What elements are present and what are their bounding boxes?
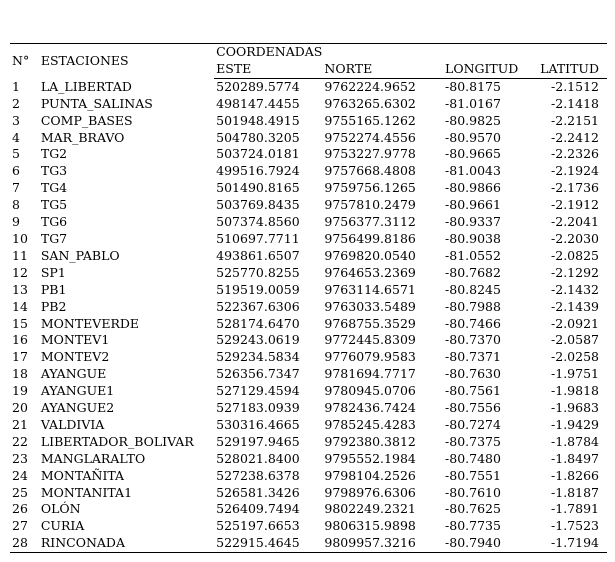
latitud-value: -2.1736: [551, 180, 599, 196]
row-number: 27: [12, 518, 28, 534]
table-body: [10, 78, 607, 552]
header-stations: ESTACIONES: [39, 44, 214, 79]
station-name: AYANGUE: [40, 366, 107, 382]
norte-value: 9772445.8309: [324, 332, 416, 348]
norte-value: 9795552.1984: [324, 450, 416, 466]
table-row: [10, 400, 607, 417]
table-header: [10, 44, 607, 79]
row-number: 14: [12, 298, 28, 314]
station-name: LIBERTADOR_BOLIVAR: [40, 433, 194, 449]
latitud-value: -2.0258: [551, 349, 599, 365]
longitud-value: -80.9337: [445, 214, 501, 230]
station-name: VALDIVIA: [40, 416, 105, 432]
este-value: 501948.4915: [216, 112, 300, 128]
station-name: CURIA: [40, 518, 85, 534]
table-row: [10, 231, 607, 248]
este-value: 503769.8435: [216, 197, 300, 213]
table-row: [10, 451, 607, 468]
norte-value: 9785245.4283: [324, 416, 416, 432]
longitud-value: -80.9665: [445, 146, 501, 162]
station-name: OLÓN: [40, 501, 81, 517]
station-name: TG6: [40, 214, 68, 230]
table-row: [10, 113, 607, 130]
table-row: [10, 180, 607, 197]
row-number: 13: [12, 281, 28, 297]
header-num: N°: [10, 44, 39, 79]
longitud-value: -80.7625: [445, 501, 501, 517]
station-name: TG2: [40, 146, 68, 162]
longitud-value: -80.8245: [445, 281, 501, 297]
este-value: 526409.7494: [216, 501, 300, 517]
row-number: 18: [12, 366, 28, 382]
latitud-value: -2.2041: [551, 214, 599, 230]
table-row: [10, 96, 607, 113]
station-name: TG3: [40, 163, 68, 179]
station-name: TG4: [40, 180, 68, 196]
latitud-value: -1.9429: [551, 416, 599, 432]
station-name: MONTEV1: [40, 332, 110, 348]
latitud-value: -1.7523: [551, 518, 599, 534]
este-value: 522367.6306: [216, 298, 300, 314]
latitud-value: -1.9818: [551, 383, 599, 399]
latitud-value: -2.2412: [551, 129, 599, 145]
header-empty-2: [534, 44, 607, 61]
norte-value: 9764653.2369: [324, 264, 416, 280]
longitud-value: -80.9038: [445, 230, 501, 246]
longitud-value: -81.0552: [445, 247, 501, 263]
row-number: 25: [12, 484, 28, 500]
station-name: AYANGUE1: [40, 383, 115, 399]
row-number: 3: [12, 112, 20, 128]
longitud-value: -80.7551: [445, 467, 501, 483]
este-value: 528174.6470: [216, 315, 300, 331]
longitud-value: -80.7556: [445, 400, 501, 416]
norte-value: 9755165.1262: [324, 112, 416, 128]
table-row: [10, 282, 607, 299]
latitud-value: -2.2151: [551, 112, 599, 128]
table-row: [10, 434, 607, 451]
norte-value: 9753227.9778: [324, 146, 416, 162]
norte-value: 9781694.7717: [324, 366, 416, 382]
latitud-value: -2.1512: [551, 78, 599, 94]
norte-value: 9792380.3812: [324, 433, 416, 449]
latitud-value: -2.1292: [551, 264, 599, 280]
norte-value: 9763265.6302: [324, 95, 416, 111]
header-longitud: LONGITUD: [443, 61, 534, 78]
latitud-value: -2.0921: [551, 315, 599, 331]
longitud-value: -80.7466: [445, 315, 501, 331]
norte-value: 9768755.3529: [324, 315, 416, 331]
table-row: [10, 366, 607, 383]
este-value: 529243.0619: [216, 332, 300, 348]
norte-value: 9752274.4556: [324, 129, 416, 145]
table-row: [10, 383, 607, 400]
row-number: 16: [12, 332, 28, 348]
norte-value: 9798976.6306: [324, 484, 416, 500]
table-row: [10, 248, 607, 265]
norte-value: 9776079.9583: [324, 349, 416, 365]
norte-value: 9809957.3216: [322, 535, 443, 552]
este-value: 519519.0059: [216, 281, 300, 297]
latitud-value: -1.7194: [534, 535, 607, 552]
este-value: 525197.6653: [216, 518, 300, 534]
row-number: 12: [12, 264, 28, 280]
este-value: 527129.4594: [216, 383, 300, 399]
este-value: 520289.5774: [216, 78, 300, 94]
longitud-value: -80.7610: [445, 484, 501, 500]
header-empty-1: [443, 44, 534, 61]
table-row: [10, 332, 607, 349]
row-number: 24: [12, 467, 28, 483]
row-number: 17: [12, 349, 28, 365]
row-number: 4: [12, 129, 20, 145]
norte-value: 9780945.0706: [324, 383, 416, 399]
latitud-value: -2.1418: [551, 95, 599, 111]
stations-table: [10, 43, 607, 553]
latitud-value: -1.9683: [551, 400, 599, 416]
latitud-value: -2.2030: [551, 230, 599, 246]
norte-value: 9756377.3112: [324, 214, 416, 230]
longitud-value: -80.7480: [445, 450, 501, 466]
row-number: 5: [12, 146, 20, 162]
longitud-value: -80.7682: [445, 264, 501, 280]
header-este: ESTE: [214, 61, 322, 78]
table-row: [10, 163, 607, 180]
norte-value: 9759756.1265: [324, 180, 416, 196]
table-row: [10, 78, 607, 95]
station-name: PB1: [40, 281, 67, 297]
este-value: 510697.7711: [216, 230, 300, 246]
norte-value: 9756499.8186: [324, 230, 416, 246]
longitud-value: -80.7561: [445, 383, 501, 399]
station-name: MANGLARALTO: [40, 450, 146, 466]
longitud-value: -80.7630: [445, 366, 501, 382]
row-number: 21: [12, 416, 28, 432]
longitud-value: -80.9866: [445, 180, 501, 196]
este-value: 527183.0939: [216, 400, 300, 416]
latitud-value: -2.1432: [551, 281, 599, 297]
longitud-value: -80.7735: [445, 518, 501, 534]
station-name: TG7: [40, 230, 68, 246]
table-row: [10, 197, 607, 214]
station-name: SP1: [40, 264, 66, 280]
row-number: 11: [12, 247, 28, 263]
row-number: 26: [12, 501, 28, 517]
row-number: 28: [10, 535, 39, 552]
latitud-value: -2.1912: [551, 197, 599, 213]
row-number: 19: [12, 383, 28, 399]
table-row: [10, 349, 607, 366]
table-row: [10, 265, 607, 282]
latitud-value: -1.8187: [551, 484, 599, 500]
station-name: SAN_PABLO: [40, 247, 120, 263]
este-value: 529234.5834: [216, 349, 300, 365]
table-row: [10, 518, 607, 535]
longitud-value: -80.7274: [445, 416, 501, 432]
row-number: 2: [12, 95, 20, 111]
este-value: 528021.8400: [216, 450, 300, 466]
station-name: AYANGUE2: [40, 400, 115, 416]
norte-value: 9762224.9652: [324, 78, 416, 94]
longitud-value: -80.9570: [445, 129, 501, 145]
station-name: RINCONADA: [39, 535, 214, 552]
longitud-value: -80.7370: [445, 332, 501, 348]
row-number: 6: [12, 163, 20, 179]
row-number: 20: [12, 400, 28, 416]
este-value: 522915.4645: [214, 535, 322, 552]
table-row: [10, 316, 607, 333]
longitud-value: -80.9825: [445, 112, 501, 128]
este-value: 530316.4665: [216, 416, 300, 432]
norte-value: 9757668.4808: [324, 163, 416, 179]
latitud-value: -2.0587: [551, 332, 599, 348]
header-norte: NORTE: [322, 61, 443, 78]
latitud-value: -1.9751: [551, 366, 599, 382]
table-row: [10, 468, 607, 485]
station-name: PB2: [40, 298, 67, 314]
station-name: MONTAÑITA: [40, 467, 125, 483]
este-value: 507374.8560: [216, 214, 300, 230]
table-row: [10, 299, 607, 316]
longitud-value: -80.9661: [445, 197, 501, 213]
row-number: 23: [12, 450, 28, 466]
este-value: 526356.7347: [216, 366, 300, 382]
header-row-top: [10, 44, 607, 61]
row-number: 7: [12, 180, 20, 196]
este-value: 493861.6507: [216, 247, 300, 263]
este-value: 525770.8255: [216, 264, 300, 280]
norte-value: 9757810.2479: [324, 197, 416, 213]
row-number: 15: [12, 315, 28, 331]
norte-value: 9763114.6571: [324, 281, 416, 297]
longitud-value: -80.7988: [445, 298, 501, 314]
este-value: 498147.4455: [216, 95, 300, 111]
este-value: 504780.3205: [216, 129, 300, 145]
station-name: TG5: [40, 197, 68, 213]
table-row: [10, 485, 607, 502]
longitud-value: -80.8175: [445, 78, 501, 94]
este-value: 503724.0181: [216, 146, 300, 162]
latitud-value: -1.8497: [551, 450, 599, 466]
norte-value: 9802249.2321: [324, 501, 416, 517]
norte-value: 9806315.9898: [324, 518, 416, 534]
station-name: MONTEV2: [40, 349, 110, 365]
norte-value: 9782436.7424: [324, 400, 416, 416]
row-number: 8: [12, 197, 20, 213]
station-name: COMP_BASES: [40, 112, 133, 128]
longitud-value: -80.7375: [445, 433, 501, 449]
station-name: LA_LIBERTAD: [40, 78, 132, 94]
este-value: 529197.9465: [216, 433, 300, 449]
row-number: 9: [12, 214, 20, 230]
table-row: [10, 417, 607, 434]
latitud-value: -2.1439: [551, 298, 599, 314]
table-row: [10, 535, 607, 552]
station-name: PUNTA_SALINAS: [40, 95, 153, 111]
latitud-value: -1.8784: [551, 433, 599, 449]
latitud-value: -1.8266: [551, 467, 599, 483]
norte-value: 9763033.5489: [324, 298, 416, 314]
table-row: [10, 146, 607, 163]
table-row: [10, 130, 607, 147]
norte-value: 9798104.2526: [324, 467, 416, 483]
latitud-value: -2.2326: [551, 146, 599, 162]
longitud-value: -81.0043: [445, 163, 501, 179]
table-row: [10, 501, 607, 518]
station-name: MONTEVERDE: [40, 315, 140, 331]
header-latitud: LATITUD: [534, 61, 607, 78]
station-name: MONTANITA1: [40, 484, 133, 500]
header-coordinates: COORDENADAS: [214, 44, 443, 61]
latitud-value: -2.0825: [551, 247, 599, 263]
table-row: [10, 214, 607, 231]
latitud-value: -1.7891: [551, 501, 599, 517]
este-value: 499516.7924: [216, 163, 300, 179]
row-number: 22: [12, 433, 28, 449]
longitud-value: -80.7371: [445, 349, 501, 365]
row-number: 10: [12, 230, 28, 246]
longitud-value: -81.0167: [445, 95, 501, 111]
station-name: MAR_BRAVO: [40, 129, 125, 145]
latitud-value: -2.1924: [551, 163, 599, 179]
norte-value: 9769820.0540: [324, 247, 416, 263]
este-value: 526581.3426: [216, 484, 300, 500]
row-number: 1: [12, 78, 20, 94]
este-value: 527238.6378: [216, 467, 300, 483]
longitud-value: -80.7940: [443, 535, 534, 552]
este-value: 501490.8165: [216, 180, 300, 196]
